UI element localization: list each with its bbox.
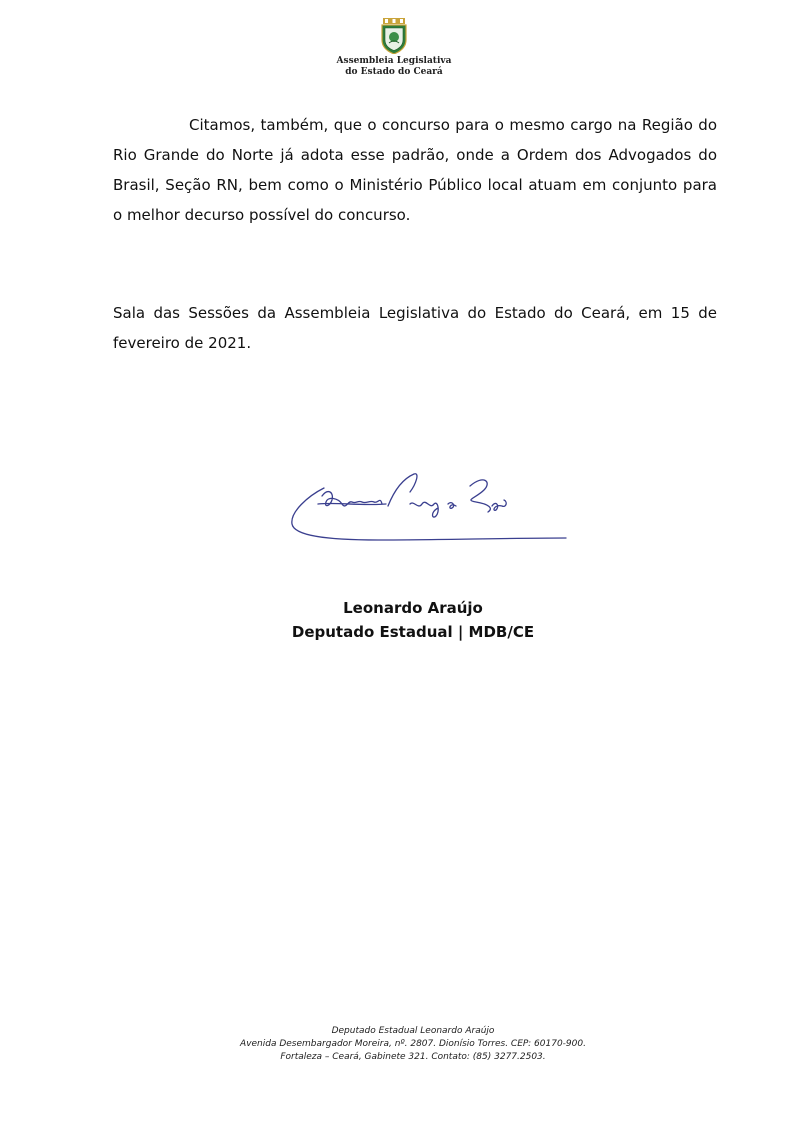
signature-block bbox=[213, 596, 613, 644]
body-paragraph-1: Citamos, também, que o concurso para o mesmo cargo na Região do Rio Grande do Norte já adota esse padrão, onde a Ordem dos Advogados do Brasil, Seção RN, bem como o Ministério Público local atuam em conjunto para o melhor decurso possível do concurso. bbox=[113, 116, 717, 224]
footer-line-1: Deputado Estadual Leonardo Araújo bbox=[331, 1026, 495, 1036]
signer-name: Leonardo Araújo bbox=[343, 599, 483, 617]
handwritten-signature bbox=[288, 466, 570, 556]
letterhead-line-2: do Estado do Ceará bbox=[345, 67, 443, 77]
body-paragraph-2: Sala das Sessões da Assembleia Legislativa do Estado do Ceará, em 15 de fevereiro de 2021. bbox=[113, 304, 717, 352]
footer-line-3: Fortaleza – Ceará, Gabinete 321. Contato: (85) 3277.2503. bbox=[280, 1052, 546, 1062]
letterhead-line-1: Assembleia Legislativa bbox=[336, 56, 452, 66]
letterhead bbox=[294, 18, 494, 78]
footer-line-2: Avenida Desembargador Moreira, nº. 2807. Dionísio Torres. CEP: 60170-900. bbox=[240, 1039, 586, 1049]
page-footer bbox=[213, 1025, 613, 1064]
state-crest-icon bbox=[381, 18, 407, 54]
signer-title: Deputado Estadual | MDB/CE bbox=[291, 623, 535, 641]
